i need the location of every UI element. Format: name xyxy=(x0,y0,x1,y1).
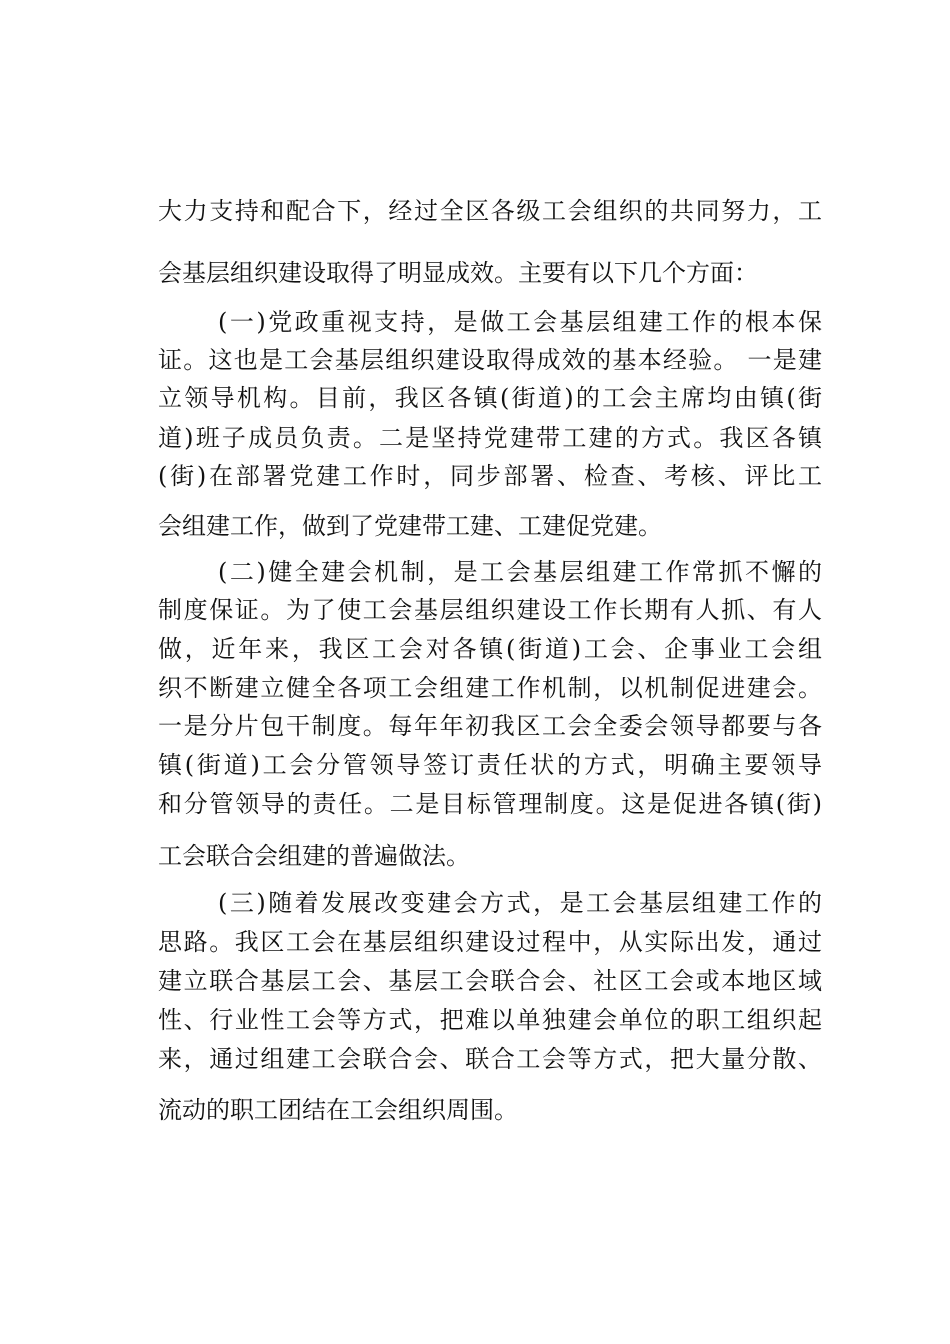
text-line: 性、行业性工会等方式，把难以单独建会单位的职工组织起 xyxy=(158,1006,822,1034)
text-line: 镇(街道)工会分管领导签订责任状的方式，明确主要领导 xyxy=(158,751,822,779)
text-line: 流动的职工团结在工会组织周围。 xyxy=(158,1096,518,1124)
text-line: 来，通过组建工会联合会、联合工会等方式，把大量分散、 xyxy=(158,1045,822,1073)
text-line: 织不断建立健全各项工会组建工作机制，以机制促进建会。 xyxy=(158,674,822,702)
text-line: 思路。我区工会在基层组织建设过程中，从实际出发，通过 xyxy=(158,928,822,956)
text-line: 做，近年来，我区工会对各镇(街道)工会、企事业工会组 xyxy=(158,635,822,663)
text-line: 制度保证。为了使工会基层组织建设工作长期有人抓、有人 xyxy=(158,596,822,624)
text-line: 道)班子成员负责。二是坚持党建带工建的方式。我区各镇 xyxy=(158,424,822,452)
text-line: 一是分片包干制度。每年年初我区工会全委会领导都要与各 xyxy=(158,712,822,740)
text-line: 工会联合会组建的普遍做法。 xyxy=(158,842,470,870)
text-line: 和分管领导的责任。二是目标管理制度。这是促进各镇(街) xyxy=(158,790,822,818)
text-line: 证。这也是工会基层组织建设取得成效的基本经验。 一是建 xyxy=(158,346,822,374)
text-line: (街)在部署党建工作时，同步部署、检查、考核、评比工 xyxy=(158,462,822,490)
text-line: 立领导机构。目前，我区各镇(街道)的工会主席均由镇(街 xyxy=(158,384,822,412)
text-line: 建立联合基层工会、基层工会联合会、社区工会或本地区域 xyxy=(158,967,822,995)
text-line: 大力支持和配合下，经过全区各级工会组织的共同努力，工 xyxy=(158,197,822,225)
text-line: 会组建工作，做到了党建带工建、工建促党建。 xyxy=(158,512,662,540)
text-line: 会基层组织建设取得了明显成效。主要有以下几个方面： xyxy=(158,259,758,287)
paragraph-heading-line: (三)随着发展改变建会方式，是工会基层组建工作的 xyxy=(218,889,822,917)
paragraph-heading-line: (一)党政重视支持，是做工会基层组建工作的根本保 xyxy=(218,308,822,336)
paragraph-heading-line: (二)健全建会机制，是工会基层组建工作常抓不懈的 xyxy=(218,558,822,586)
